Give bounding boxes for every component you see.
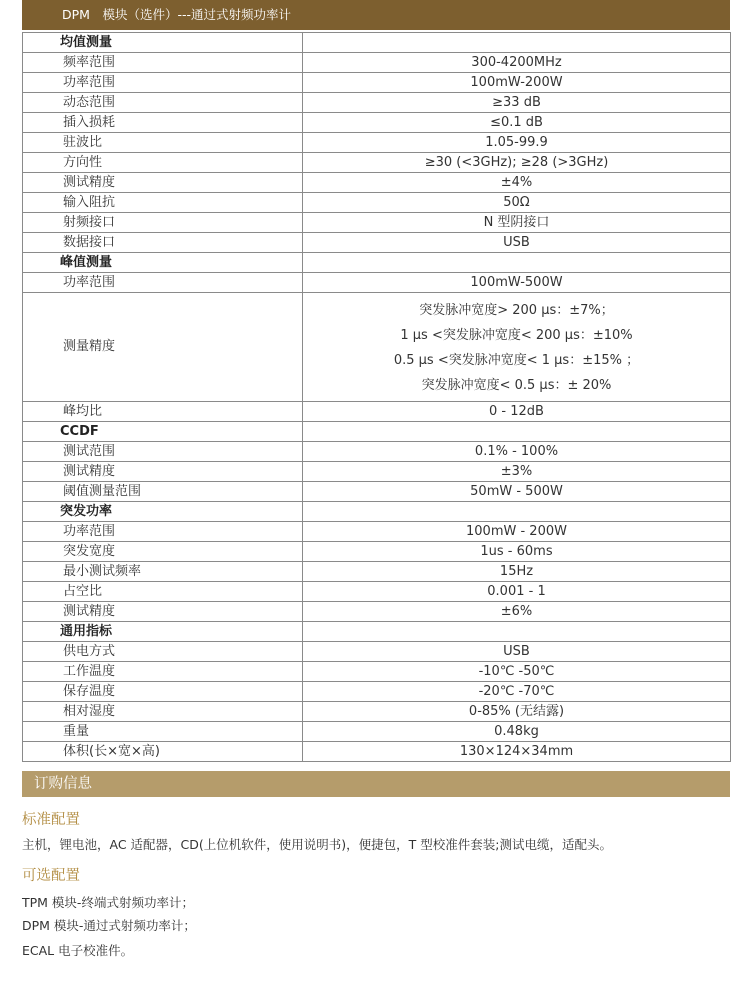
table-row [23,702,731,722]
row-value: 0.1% - 100% [303,442,731,462]
table-row [23,742,731,762]
table-row [23,542,731,562]
table-row [23,402,731,422]
row-label: 测试范围 [23,442,303,462]
table-row [23,642,731,662]
row-label: 数据接口 [23,233,303,253]
row-value: 1.05-99.9 [303,133,731,153]
spec-table [22,32,731,762]
row-label: 保存温度 [23,682,303,702]
row-value: 0 - 12dB [303,402,731,422]
row-value: ≥30 (<3GHz); ≥28 (>3GHz) [303,153,731,173]
row-label: 测量精度 [23,293,303,402]
row-value: 1us - 60ms [303,542,731,562]
row-label: 峰均比 [23,402,303,422]
row-value: ±6% [303,602,731,622]
row-value-multiline [303,293,731,402]
section-title: 均值测量 [23,33,303,53]
value-line: 突发脉冲宽度> 200 μs：±7%； [419,303,614,318]
section-title: 峰值测量 [23,253,303,273]
table-row [23,662,731,682]
standard-config-title: 标准配置 [22,812,80,828]
row-label: 相对湿度 [23,702,303,722]
row-value: ±3% [303,462,731,482]
table-row [23,682,731,702]
order-info-title: 订购信息 [34,776,92,792]
table-row [23,133,731,153]
table-row [23,173,731,193]
row-label: 动态范围 [23,93,303,113]
table-row [23,582,731,602]
row-label: 驻波比 [23,133,303,153]
row-value: 100mW - 200W [303,522,731,542]
table-row [23,462,731,482]
section-title: 突发功率 [23,502,303,522]
optional-config-item: DPM 模块-通过式射频功率计； [22,918,196,933]
row-value: -20℃ -70℃ [303,682,731,702]
row-label: 射频接口 [23,213,303,233]
row-label: 插入损耗 [23,113,303,133]
table-row [23,73,731,93]
row-value: ±4% [303,173,731,193]
row-value: N 型阴接口 [303,213,731,233]
section-row [23,422,731,442]
row-label: 体积(长×宽×高) [23,742,303,762]
optional-config-item: TPM 模块-终端式射频功率计； [22,895,194,910]
page-header-bar [22,0,730,30]
row-value: 0.001 - 1 [303,582,731,602]
row-value: 50Ω [303,193,731,213]
row-label: 功率范围 [23,73,303,93]
row-label: 方向性 [23,153,303,173]
table-row [23,442,731,462]
row-value: USB [303,233,731,253]
row-value: ≥33 dB [303,93,731,113]
table-row [23,153,731,173]
row-value: ≤0.1 dB [303,113,731,133]
row-label: 测试精度 [23,173,303,193]
row-value: 0-85% (无结露) [303,702,731,722]
table-row [23,522,731,542]
row-value: 100mW-200W [303,73,731,93]
table-row [23,722,731,742]
table-row [23,113,731,133]
row-value: USB [303,642,731,662]
table-row [23,482,731,502]
page-title: DPM 模块（选件）---通过式射频功率计 [62,7,291,22]
optional-config-item: ECAL 电子校准件。 [22,943,134,958]
section-row [23,253,731,273]
row-value: 15Hz [303,562,731,582]
table-row [23,562,731,582]
row-label: 功率范围 [23,522,303,542]
row-value: 300-4200MHz [303,53,731,73]
row-label: 频率范围 [23,53,303,73]
standard-config-text: 主机，锂电池，AC 适配器，CD(上位机软件，使用说明书)，便捷包，T 型校准件套装;测试电缆，适配头。 [22,837,612,852]
row-label: 突发宽度 [23,542,303,562]
order-info-bar [22,771,730,797]
row-label: 重量 [23,722,303,742]
row-value: 130×124×34mm [303,742,731,762]
row-label: 测试精度 [23,602,303,622]
table-row [23,193,731,213]
value-line: 0.5 μs <突发脉冲宽度< 1 μs：±15% ； [393,353,640,368]
table-row [23,53,731,73]
row-value: -10℃ -50℃ [303,662,731,682]
row-label: 工作温度 [23,662,303,682]
section-row [23,502,731,522]
row-label: 输入阻抗 [23,193,303,213]
section-row [23,33,731,53]
value-line: 1 μs <突发脉冲宽度< 200 μs：±10% [400,328,633,343]
row-label: 供电方式 [23,642,303,662]
section-title: 通用指标 [23,622,303,642]
row-value: 0.48kg [303,722,731,742]
section-title: CCDF [23,422,303,442]
optional-config-title: 可选配置 [22,868,80,884]
table-row [23,213,731,233]
table-row [23,233,731,253]
row-label: 最小测试频率 [23,562,303,582]
row-label: 阈值测量范围 [23,482,303,502]
section-row [23,622,731,642]
row-label: 功率范围 [23,273,303,293]
table-row [23,293,731,402]
value-line: 突发脉冲宽度< 0.5 μs：± 20% [421,378,612,393]
row-label: 占空比 [23,582,303,602]
table-row [23,602,731,622]
table-row [23,273,731,293]
row-value: 50mW - 500W [303,482,731,502]
row-label: 测试精度 [23,462,303,482]
table-row [23,93,731,113]
row-value: 100mW-500W [303,273,731,293]
